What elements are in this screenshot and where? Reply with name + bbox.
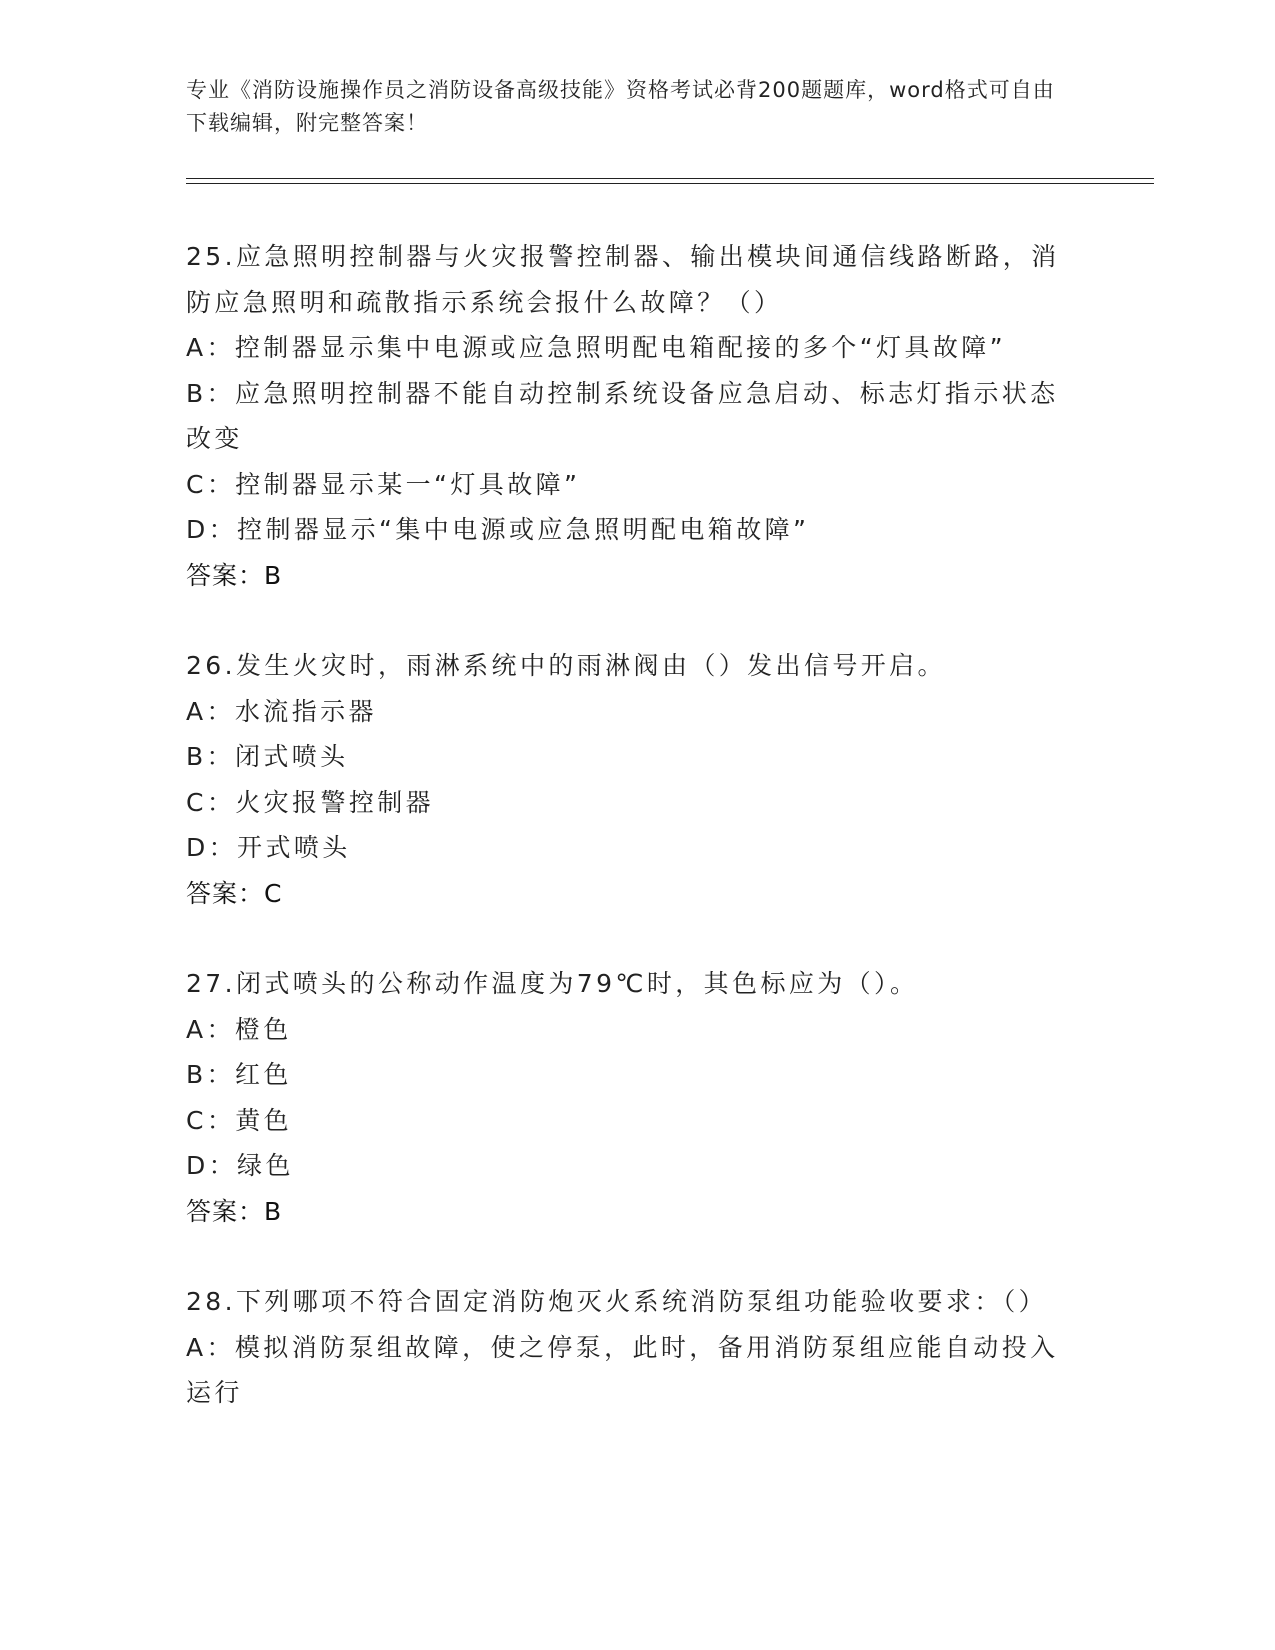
option-b: B：应急照明控制器不能自动控制系统设备应急启动、标志灯指示状态	[186, 378, 1059, 408]
option-a-continued: 运行	[186, 1378, 243, 1407]
question-stem: 26.发生火灾时，雨淋系统中的雨淋阀由（）发出信号开启。	[186, 651, 946, 680]
question-stem: 27.闭式喷头的公称动作温度为79℃时，其色标应为（）。	[186, 969, 919, 998]
question-list	[186, 234, 1086, 1416]
option-a: A：水流指示器	[186, 696, 377, 726]
answer-line: 答案：B	[186, 560, 283, 590]
option-d: D：控制器显示“集中电源或应急照明配电箱故障”	[186, 515, 810, 544]
option-b-continued: 改变	[186, 424, 243, 453]
option-d: D：绿色	[186, 1151, 294, 1180]
question-28	[186, 1279, 1086, 1416]
question-stem: 28.下列哪项不符合固定消防炮灭火系统消防泵组功能验收要求：（）	[186, 1287, 1048, 1316]
question-27	[186, 961, 1086, 1234]
question-26	[186, 643, 1086, 916]
option-c: C：火灾报警控制器	[186, 787, 435, 817]
question-25	[186, 234, 1086, 598]
document-intro: 专业《消防设施操作员之消防设备高级技能》资格考试必背200题题库，word格式可自由下载编辑，附完整答案！	[186, 78, 1055, 135]
answer-line: 答案：B	[186, 1196, 283, 1226]
option-d: D：开式喷头	[186, 833, 351, 862]
option-a: A：控制器显示集中电源或应急照明配电箱配接的多个“灯具故障”	[186, 333, 1007, 362]
option-b: B：闭式喷头	[186, 742, 349, 771]
option-b: B：红色	[186, 1060, 292, 1089]
question-stem: 25.应急照明控制器与火灾报警控制器、输出模块间通信线路断路，消	[186, 242, 1060, 271]
question-stem-continued: 防应急照明和疏散指示系统会报什么故障？（）	[186, 287, 783, 317]
header-divider-top	[186, 178, 1154, 179]
option-a: A：橙色	[186, 1014, 292, 1044]
answer-line: 答案：C	[186, 878, 283, 908]
option-c: C：控制器显示某一“灯具故障”	[186, 469, 581, 499]
option-a: A：模拟消防泵组故障，使之停泵，此时，备用消防泵组应能自动投入	[186, 1332, 1059, 1362]
option-c: C：黄色	[186, 1105, 293, 1135]
header-divider-bottom	[186, 183, 1154, 184]
